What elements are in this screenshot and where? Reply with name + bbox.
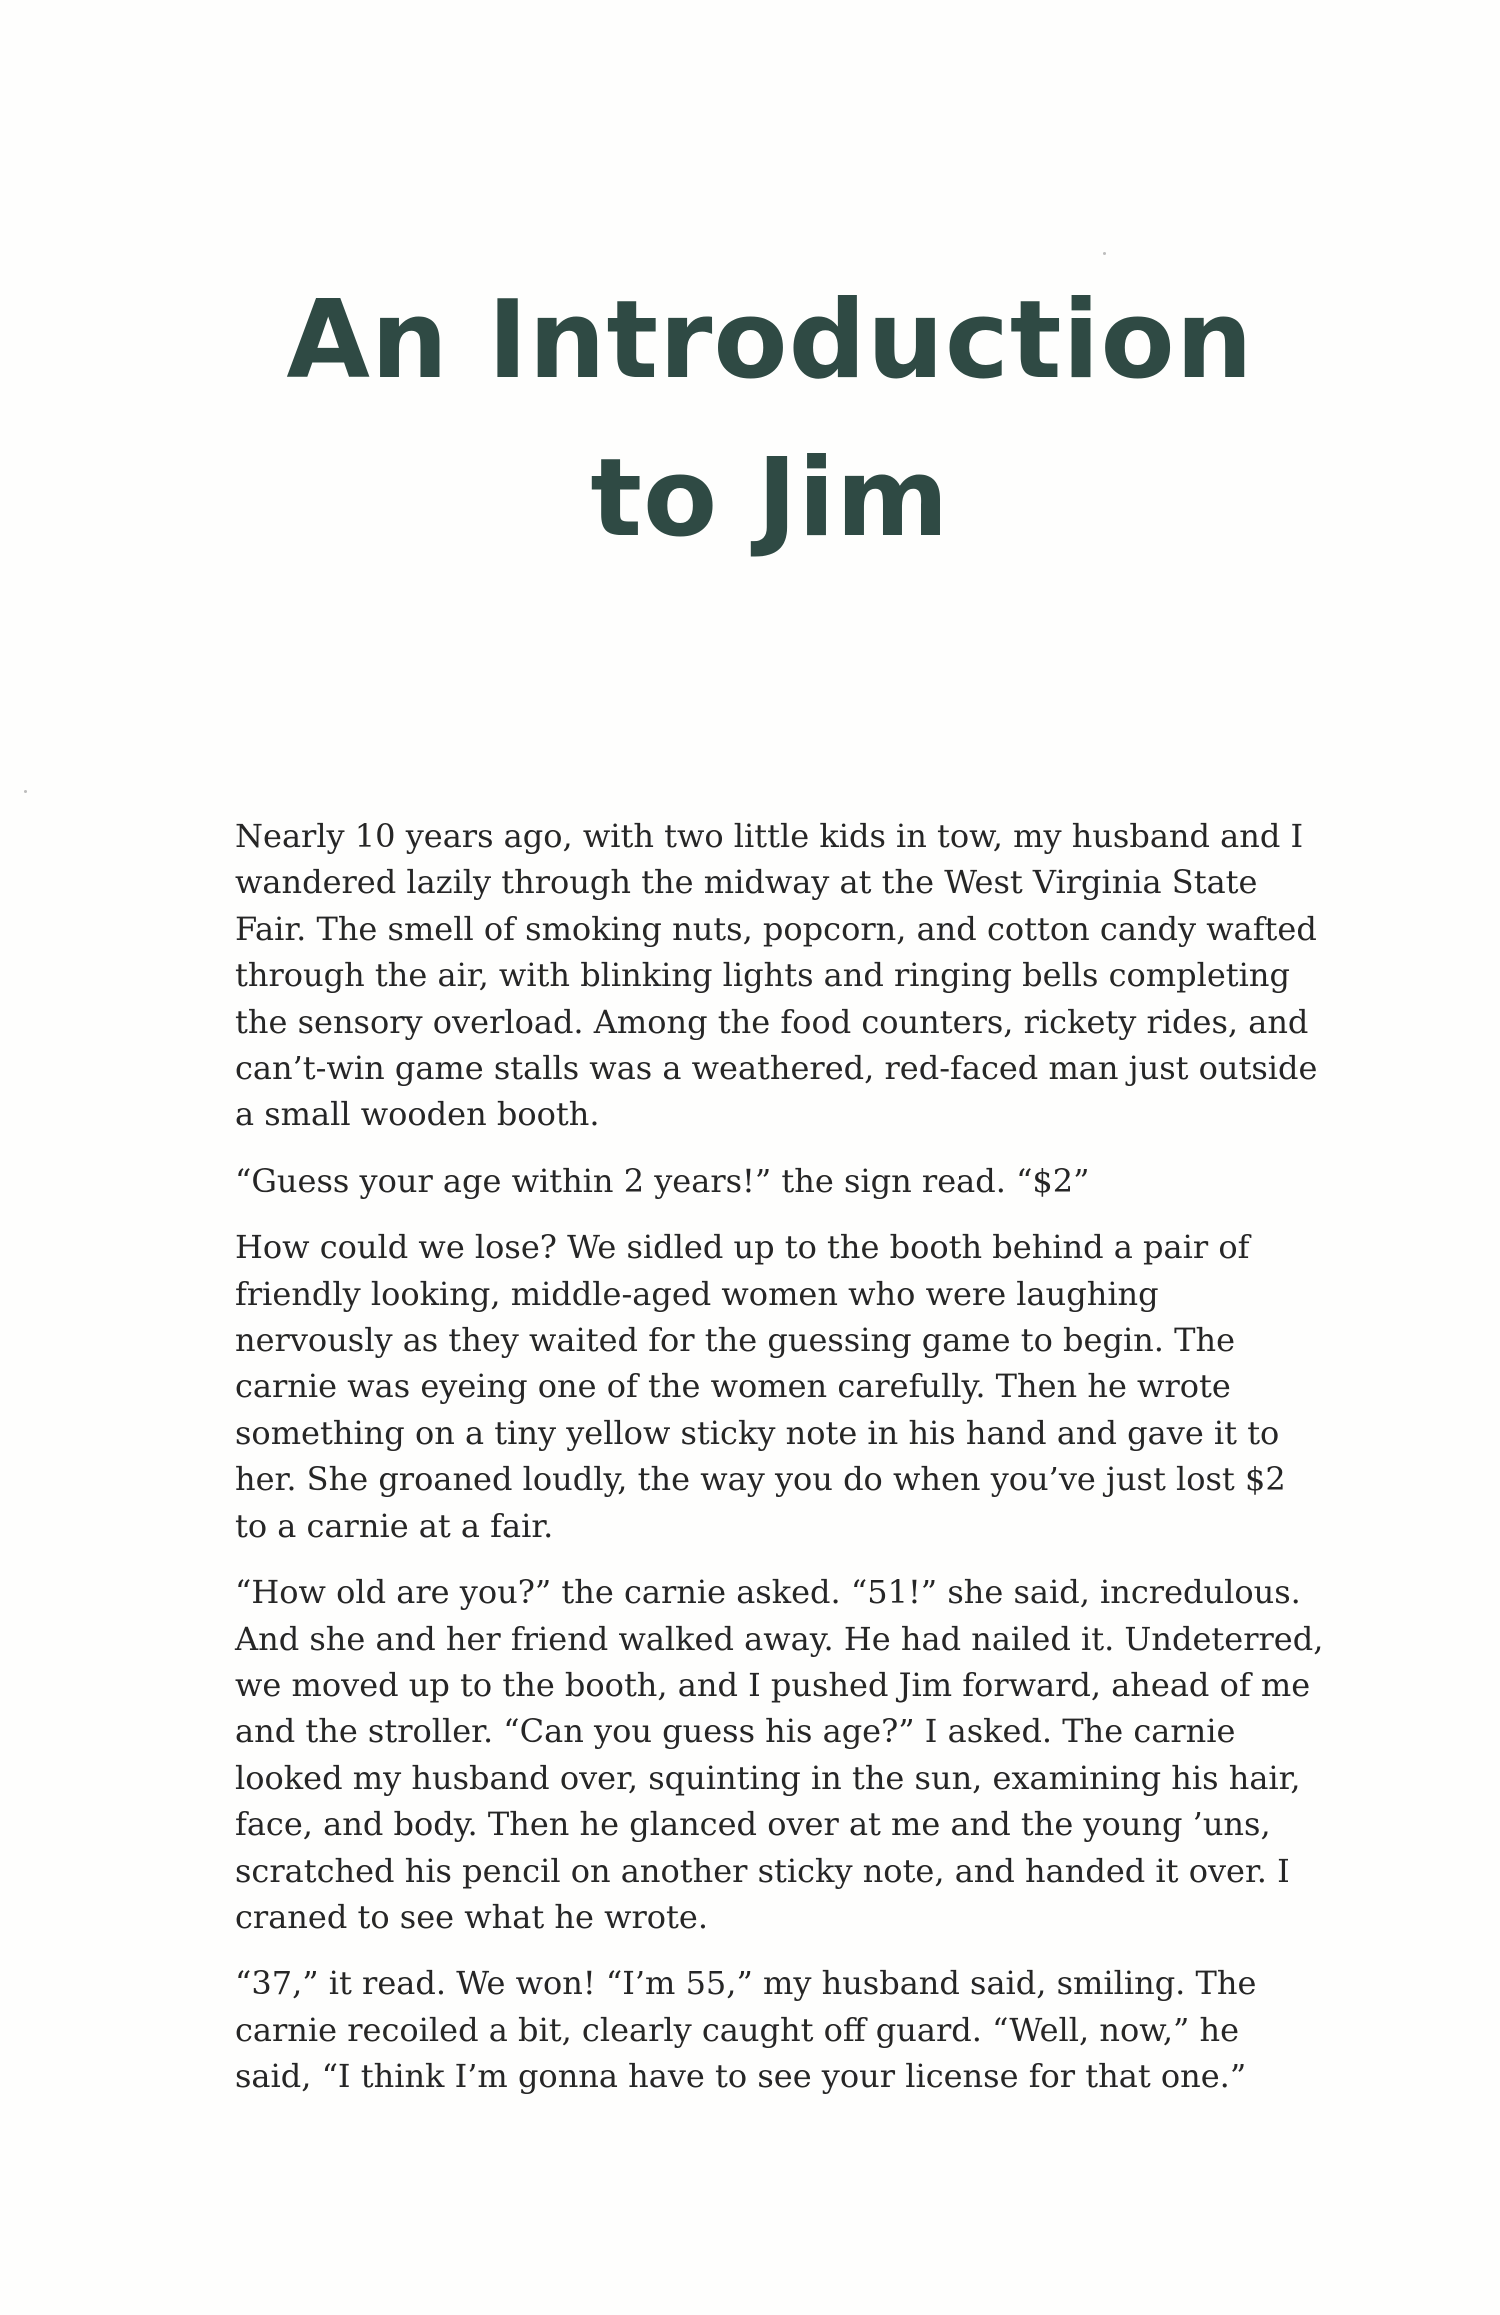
paragraph: Nearly 10 years ago, with two little kids in tow, my husband and I wandered lazily through the midway at the West Virginia State Fair. The smell of smoking nuts, popcorn, and cotton candy wafted through the air, with blinking lights and ringing bells completing the sensory overload. Among the food counters, rickety rides, and can’t-win game stalls was a weathered, red-faced man just outside a small wooden booth. (235, 817, 1318, 1134)
chapter-title (0, 262, 1500, 578)
paragraph: “How old are you?” the carnie asked. “51!” she said, incredulous. And she and her friend walked away. He had nailed it. Undeterred, we moved up to the booth, and I pushed Jim forward, ahead of me and the stroller. “Can you guess his age?” I asked. The carnie looked my husband over, squinting in the sun, examining his hair, face, and body. Then he glanced over at me and the young ’uns, scratched his pencil on another sticky note, and handed it over. I craned to see what he wrote. (235, 1573, 1324, 1936)
paragraph: How could we lose? We sidled up to the booth behind a pair of friendly looking, middle-aged women who were laughing nervously as they waited for the guessing game to begin. The carnie was eyeing one of the women carefully. Then he wrote something on a tiny yellow sticky note in his hand and gave it to her. She groaned loudly, the way you do when you’ve just lost $2 to a carnie at a fair. (235, 1228, 1286, 1545)
chapter-title-line-1: An Introduction (286, 278, 1254, 403)
chapter-title-line-2: to Jim (590, 436, 950, 561)
paragraph: “37,” it read. We won! “I’m 55,” my husband said, smiling. The carnie recoiled a bit, clearly caught off guard. “Well, now,” he said, “I think I’m gonna have to see your license for that one.” (235, 1964, 1257, 2096)
scan-speck (24, 790, 27, 793)
chapter-body (235, 813, 1325, 2120)
scan-speck (1103, 252, 1106, 255)
paragraph: “Guess your age within 2 years!” the sign read. “$2” (235, 1161, 1090, 1200)
